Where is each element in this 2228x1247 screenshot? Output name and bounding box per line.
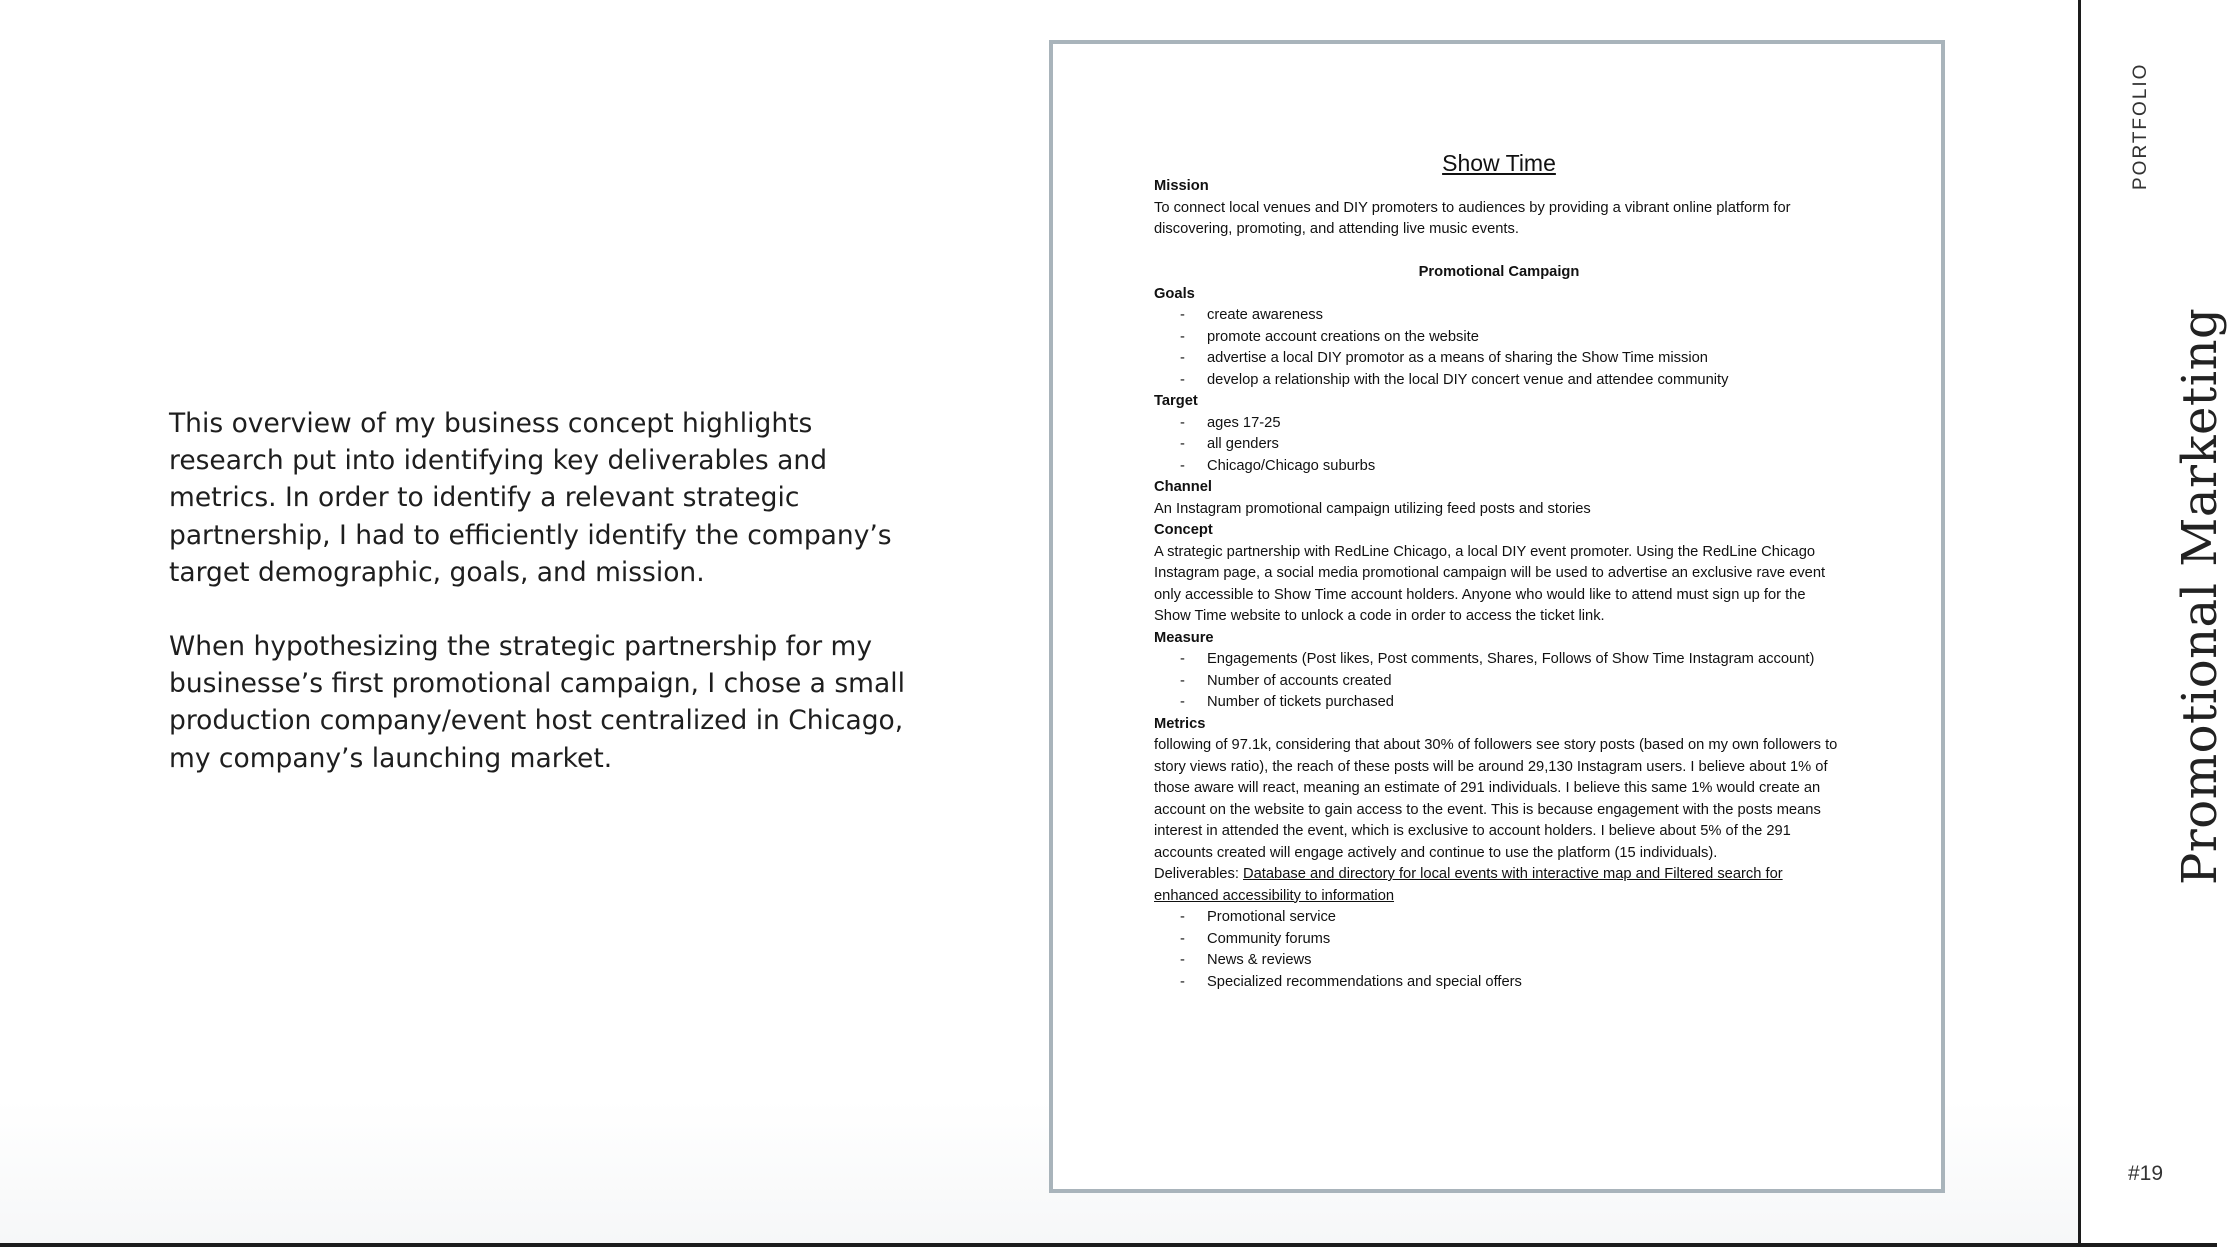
list-item: - News & reviews xyxy=(1154,950,1844,972)
channel-heading: Channel xyxy=(1154,479,1212,495)
target-heading: Target xyxy=(1154,393,1198,409)
measure-list xyxy=(1154,649,1844,714)
concept-text: A strategic partnership with RedLine Chicago, a local DIY event promoter. Using the RedLine Chicago Instagram page, a social media promotional campaign will be used to advertise an exclusive rave event only accessible to Show Time account holders. Anyone who would like to attend must sign up for the Show Time website to unlock a code in order to access the ticket link. xyxy=(1154,543,1826,624)
list-item: - Community forums xyxy=(1154,929,1844,951)
page-heading: Promotional Marketing xyxy=(2172,307,2228,885)
deliverables-label: Deliverables: xyxy=(1154,866,1239,882)
list-item: - Number of tickets purchased xyxy=(1154,692,1844,714)
sidebar-divider xyxy=(2078,0,2081,1247)
channel-text: An Instagram promotional campaign utilizing feed posts and stories xyxy=(1154,500,1591,517)
mission-heading: Mission xyxy=(1154,178,1209,194)
list-item: - advertise a local DIY promotor as a means of sharing the Show Time mission xyxy=(1154,348,1844,370)
deliverables-list xyxy=(1154,907,1844,993)
list-item: - Number of accounts created xyxy=(1154,671,1844,693)
campaign-heading: Promotional Campaign xyxy=(1418,264,1580,280)
metrics-heading: Metrics xyxy=(1154,715,1206,732)
goals-heading: Goals xyxy=(1154,285,1195,302)
document-title: Show Time xyxy=(1442,150,1556,176)
list-item: - create awareness xyxy=(1154,305,1844,327)
list-item: - Engagements (Post likes, Post comments, Shares, Follows of Show Time Instagram account) xyxy=(1154,649,1844,671)
intro-paragraph: This overview of my business concept highlights research put into identifying key deliverables and metrics. In order to identify a relevant strategic partnership, I had to efficiently identify the company’s target demographic, goals, and mission. xyxy=(169,408,892,588)
mission-text: To connect local venues and DIY promoters to audiences by providing a vibrant online platform for discovering, promoting, and attending live music events. xyxy=(1154,199,1791,237)
list-item: - Chicago/Chicago suburbs xyxy=(1154,456,1844,478)
bottom-rule xyxy=(0,1243,2217,1247)
deliverables-line xyxy=(1154,864,1844,907)
intro-text xyxy=(169,405,909,814)
goals-list xyxy=(1154,305,1844,391)
list-item: - Specialized recommendations and special offers xyxy=(1154,972,1844,994)
concept-heading: Concept xyxy=(1154,522,1213,538)
target-list xyxy=(1154,413,1844,478)
list-item: - promote account creations on the website xyxy=(1154,327,1844,349)
section-tag: PORTFOLIO xyxy=(2130,62,2151,190)
list-item: - all genders xyxy=(1154,434,1844,456)
measure-heading: Measure xyxy=(1154,629,1214,646)
page-number: #19 xyxy=(2128,1162,2164,1185)
list-item: - develop a relationship with the local DIY concert venue and attendee community xyxy=(1154,370,1844,392)
document-page xyxy=(1154,148,1844,993)
deliverables-text: Database and directory for local events with interactive map and Filtered search for enhanced accessibility to information xyxy=(1154,866,1783,904)
metrics-text: following of 97.1k, considering that about 30% of followers see story posts (based on my own followers to story views ratio), the reach of these posts will be around 29,130 Instagram users. I believe about 1% of those aware will react, meaning an estimate of 291 individuals. I believe this same 1% would create an account on the website to gain access to the event. This is because engagement with the posts means interest in attended the event, which is exclusive to account holders. I believe about 5% of the 291 accounts created will engage actively and continue to use the platform (15 individuals). xyxy=(1154,737,1838,861)
intro-paragraph: When hypothesizing the strategic partnership for my businesse’s first promotional campaign, I chose a small production company/event host centralized in Chicago, my company’s launching market. xyxy=(169,631,905,774)
list-item: - Promotional service xyxy=(1154,907,1844,929)
list-item: - ages 17-25 xyxy=(1154,413,1844,435)
